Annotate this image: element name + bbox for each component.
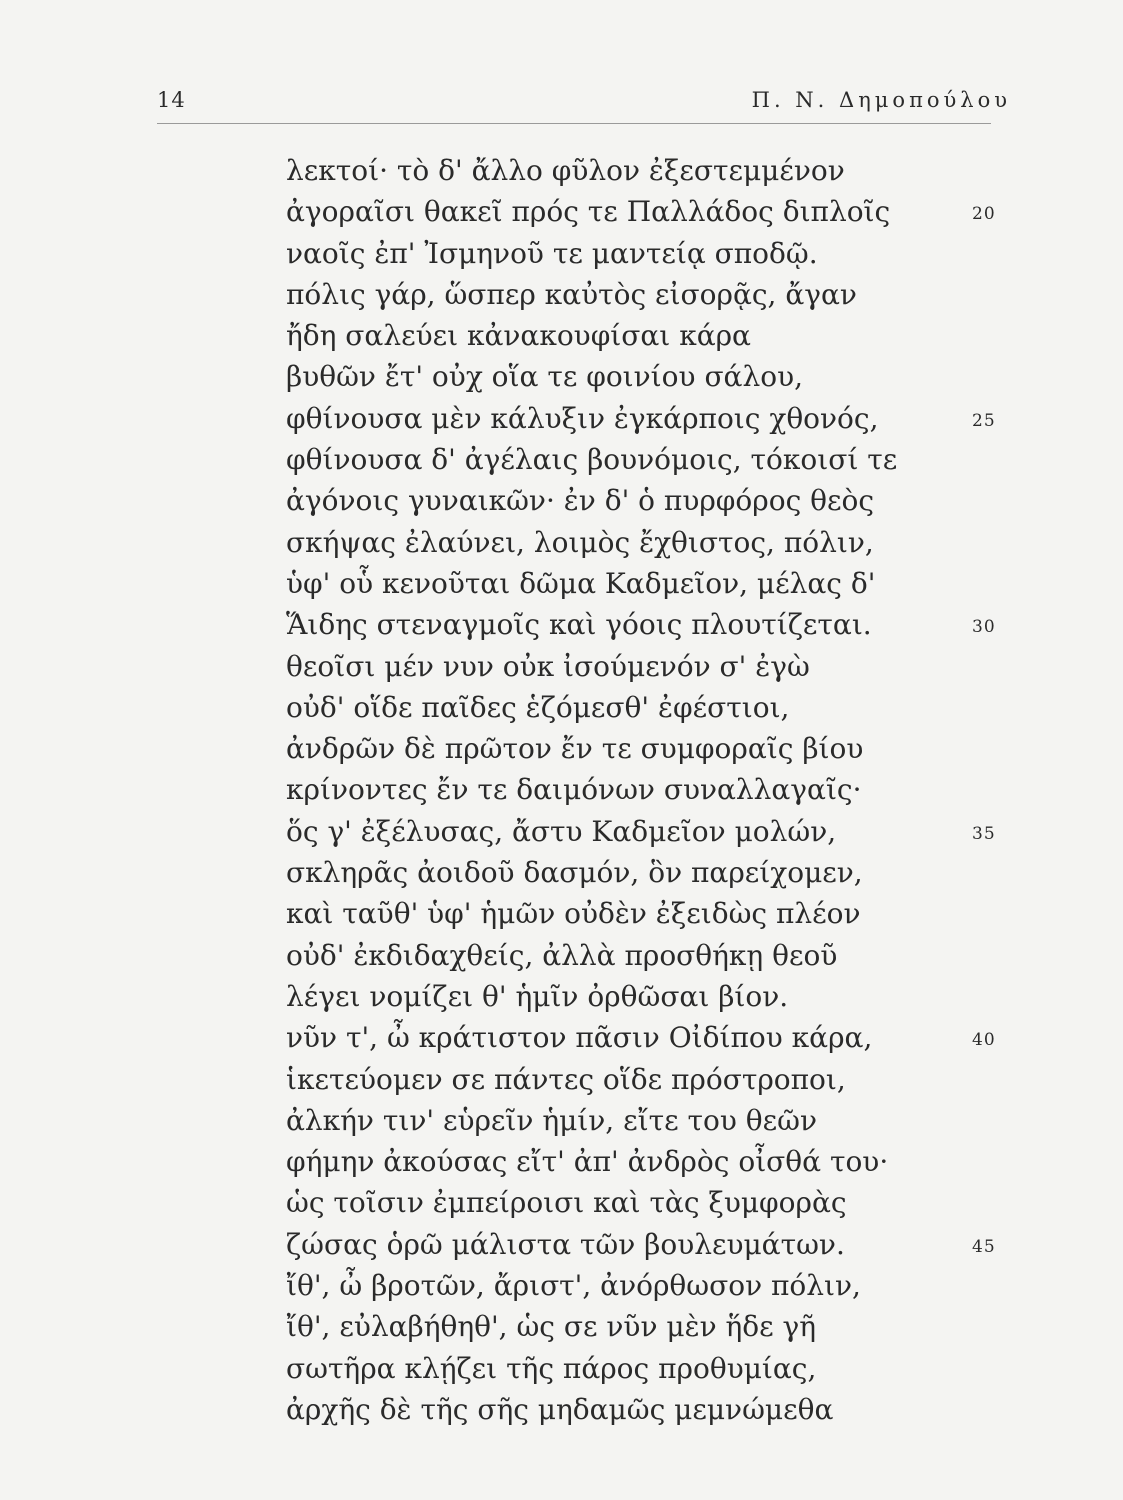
verse-text: ὅς γ' ἐξέλυσας, ἄστυ Καδμεῖον μολών, — [286, 814, 837, 848]
verse-line — [286, 604, 1046, 645]
verse-text: βυθῶν ἔτ' οὐχ οἵα τε φοινίου σάλου, — [286, 360, 803, 394]
verse-text: ναοῖς ἐπ' Ἰσμηνοῦ τε μαντείᾳ σποδῷ. — [286, 236, 818, 270]
verse-line — [286, 1182, 1046, 1223]
verse-line — [286, 935, 1046, 976]
verse-text: ἀνδρῶν δὲ πρῶτον ἔν τε συμφοραῖς βίου — [286, 732, 864, 766]
verse-text: φθίνουσα μὲν κάλυξιν ἐγκάρποις χθονός, — [286, 401, 879, 435]
verse-line — [286, 769, 1046, 810]
verse-text: ἴθ', ὦ βροτῶν, ἄριστ', ἀνόρθωσον πόλιν, — [286, 1269, 861, 1303]
verse-line — [286, 439, 1046, 480]
verse-block — [286, 150, 1046, 1430]
verse-line — [286, 1348, 1046, 1389]
verse-text: νῦν τ', ὦ κράτιστον πᾶσιν Οἰδίπου κάρα, — [286, 1021, 873, 1055]
verse-line — [286, 1059, 1046, 1100]
verse-text: ἱκετεύομεν σε πάντες οἵδε πρόστροποι, — [286, 1062, 846, 1096]
verse-line — [286, 893, 1046, 934]
verse-text: λεκτοί· τὸ δ' ἄλλο φῦλον ἐξεστεμμένον — [286, 154, 845, 187]
running-title: Π. Ν. Δημοπούλου — [751, 88, 1011, 112]
line-number: 20 — [972, 204, 996, 225]
verse-line — [286, 1141, 1046, 1182]
verse-line — [286, 356, 1046, 397]
verse-line — [286, 1224, 1046, 1265]
verse-line — [286, 1306, 1046, 1347]
verse-text: λέγει νομίζει θ' ἡμῖν ὀρθῶσαι βίον. — [286, 979, 789, 1013]
verse-text: ἴθ', εὐλαβήθηθ', ὡς σε νῦν μὲν ἥδε γῆ — [286, 1310, 817, 1344]
verse-text: φήμην ἀκούσας εἴτ' ἀπ' ἀνδρὸς οἶσθά του· — [286, 1145, 889, 1179]
verse-line — [286, 274, 1046, 315]
verse-text: σωτῆρα κλῄζει τῆς πάρος προθυμίας, — [286, 1351, 817, 1385]
verse-text: ὡς τοῖσιν ἐμπείροισι καὶ τὰς ξυμφορὰς — [286, 1186, 847, 1220]
verse-line — [286, 646, 1046, 687]
line-number: 35 — [972, 823, 996, 844]
line-number: 25 — [972, 410, 996, 431]
verse-text: ἤδη σαλεύει κἀνακουφίσαι κάρα — [286, 319, 751, 353]
verse-text: οὐδ' ἐκδιδαχθείς, ἀλλὰ προσθήκῃ θεοῦ — [286, 938, 838, 972]
verse-line — [286, 315, 1046, 356]
verse-text: Ἅιδης στεναγμοῖς καὶ γόοις πλουτίζεται. — [286, 608, 872, 642]
verse-line — [286, 1265, 1046, 1306]
verse-line — [286, 522, 1046, 563]
verse-line — [286, 191, 1046, 232]
verse-text: σκήψας ἐλαύνει, λοιμὸς ἔχθιστος, πόλιν, — [286, 525, 874, 559]
verse-text: οὐδ' οἵδε παῖδες ἑζόμεσθ' ἐφέστιοι, — [286, 690, 790, 724]
verse-line — [286, 1100, 1046, 1141]
page-number: 14 — [157, 88, 186, 112]
verse-text: καὶ ταῦθ' ὑφ' ἡμῶν οὐδὲν ἐξειδὼς πλέον — [286, 897, 861, 931]
verse-text: ἀγοραῖσι θακεῖ πρός τε Παλλάδος διπλοῖς — [286, 195, 891, 229]
verse-line — [286, 150, 1046, 191]
verse-line — [286, 687, 1046, 728]
verse-line — [286, 811, 1046, 852]
verse-line — [286, 398, 1046, 439]
verse-text: ἀλκήν τιν' εὑρεῖν ἡμίν, εἴτε του θεῶν — [286, 1103, 817, 1137]
verse-line — [286, 480, 1046, 521]
line-number: 40 — [972, 1030, 996, 1051]
verse-text: ὑφ' οὗ κενοῦται δῶμα Καδμεῖον, μέλας δ' — [286, 566, 876, 600]
verse-line — [286, 852, 1046, 893]
verse-text: θεοῖσι μέν νυν οὐκ ἰσούμενόν σ' ἐγὼ — [286, 649, 810, 683]
verse-line — [286, 976, 1046, 1017]
verse-line — [286, 728, 1046, 769]
verse-text: πόλις γάρ, ὥσπερ καὐτὸς εἰσορᾷς, ἄγαν — [286, 277, 857, 311]
verse-text: φθίνουσα δ' ἀγέλαις βουνόμοις, τόκοισί τε — [286, 443, 898, 477]
verse-text: ζώσας ὁρῶ μάλιστα τῶν βουλευμάτων. — [286, 1227, 845, 1261]
verse-text: ἀρχῆς δὲ τῆς σῆς μηδαμῶς μεμνώμεθα — [286, 1392, 834, 1426]
verse-text: σκληρᾶς ἀοιδοῦ δασμόν, ὃν παρείχομεν, — [286, 856, 863, 890]
header-rule — [157, 123, 991, 124]
verse-line — [286, 233, 1046, 274]
line-number: 30 — [972, 617, 996, 638]
verse-text: ἀγόνοις γυναικῶν· ἐν δ' ὁ πυρφόρος θεὸς — [286, 484, 875, 518]
verse-line — [286, 563, 1046, 604]
verse-line — [286, 1389, 1046, 1430]
verse-text: κρίνοντες ἔν τε δαιμόνων συναλλαγαῖς· — [286, 773, 862, 807]
line-number: 45 — [972, 1236, 996, 1257]
verse-line — [286, 1017, 1046, 1058]
